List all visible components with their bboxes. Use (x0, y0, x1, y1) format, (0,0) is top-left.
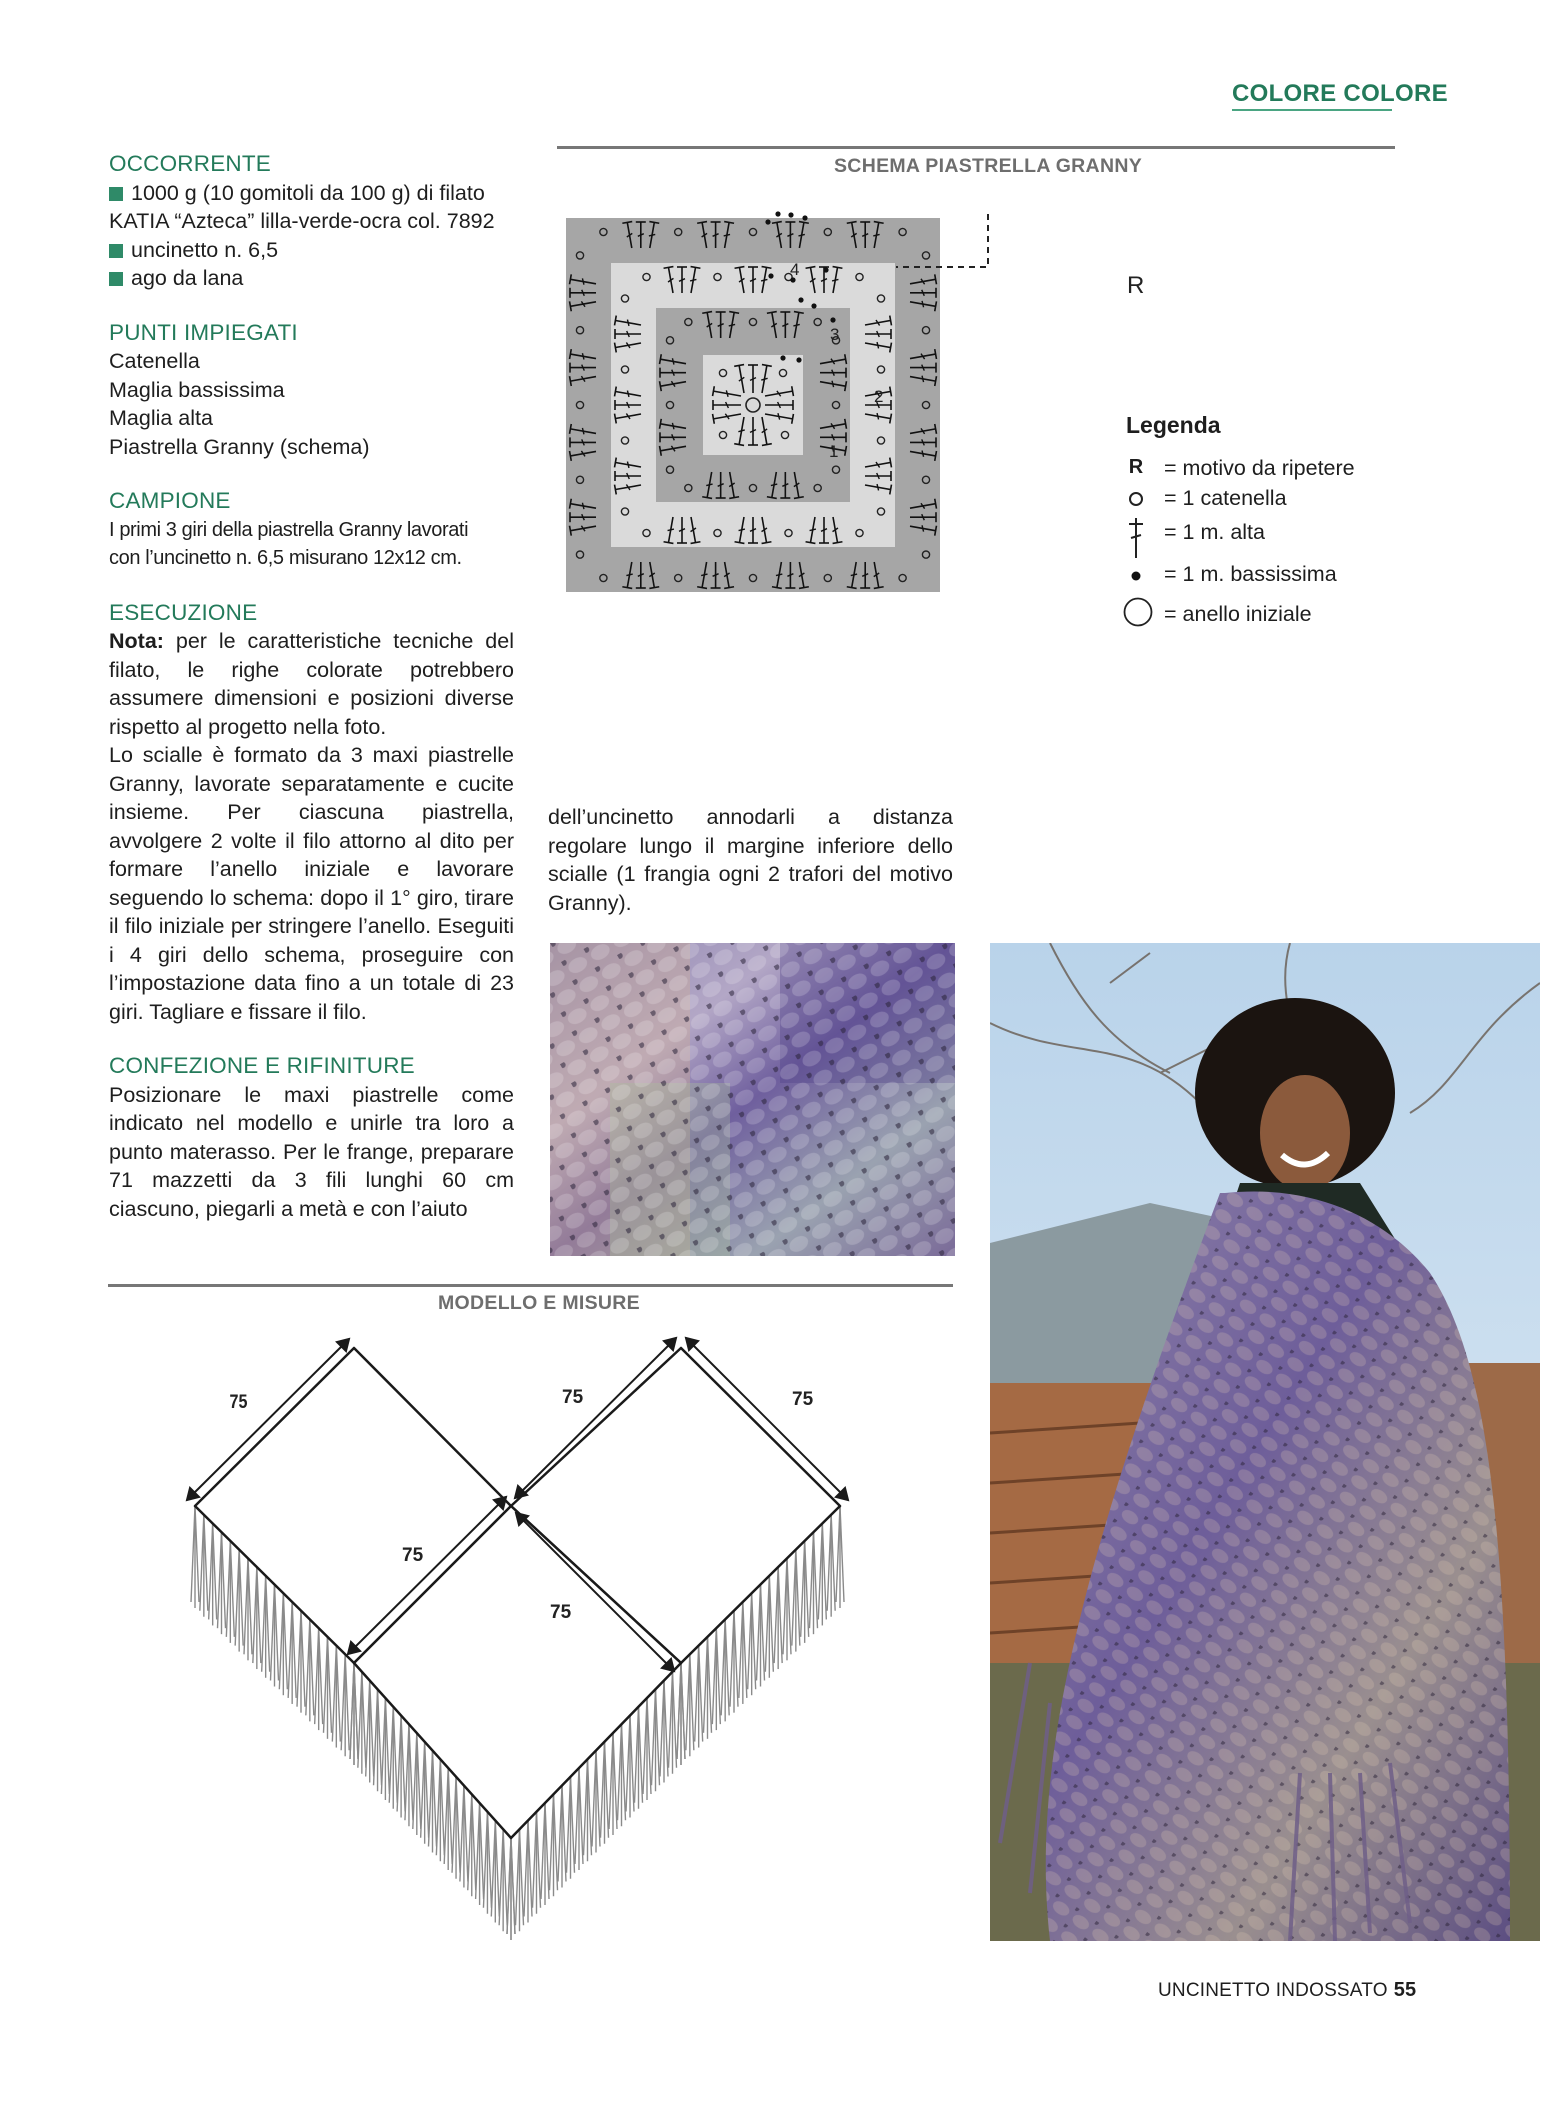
list-item: ago da lana (109, 264, 514, 293)
round-number: 1 (829, 442, 839, 461)
campione-text: I primi 3 giri della piastrella Granny lavorati (109, 518, 469, 541)
heading-campione: CAMPIONE (109, 488, 231, 513)
chain-icon (1126, 486, 1146, 516)
legend-title: Legenda (1126, 412, 1221, 438)
heading-occorrente: OCCORRENTE (109, 151, 272, 176)
yarn-detail-photo (550, 943, 955, 1256)
round-number: 2 (874, 387, 884, 406)
repeat-label: R (1127, 272, 1145, 299)
magic-ring-icon (1122, 596, 1142, 634)
list-item: Catenella (109, 349, 200, 373)
schema-title: SCHEMA PIASTRELLA GRANNY (834, 155, 1143, 177)
continuation-text: dell’uncinetto annodarli a distanza regolare lungo il margine inferiore dello scialle (1 frangia ogni 2 trafori del motivo Granny). (548, 805, 953, 915)
list-item: KATIA “Azteca” lilla-verde-ocra col. 7892 (109, 209, 495, 233)
esecuzione-text: Lo scialle è formato da 3 maxi piastrelle Granny, lavorate separatamente e cucite insieme. Per ciascuna piastrella, avvolgere 2 volte il filo attorno al dito per formare l’anello iniziale e lavorare seguendo lo schema: dopo il 1° giro, tirare il filo iniziale per stringere l’anello. Eseguiti i 4 giri dello schema, proseguire con l’impostazione data fino a un totale di 23 giri. Tagliare e fissare il filo. (109, 743, 514, 1024)
confezione-text: Posizionare le maxi piastrelle come indicato nel modello e unirle tra loro a punto materasso. Per le frange, preparare 71 mazzetti da 3 fili lunghi 60 cm ciascuno, piegarli a metà e con l’aiuto (109, 1082, 514, 1221)
repeat-symbol-icon: R (1128, 456, 1144, 478)
measure-label: 75 (562, 1387, 584, 1408)
schema-title-rule (557, 146, 1395, 149)
round-number: 3 (830, 325, 840, 344)
model-title-rule (108, 1284, 953, 1287)
heading-confezione: CONFEZIONE E RIFINITURE (109, 1053, 415, 1078)
list-item: 1000 g (10 gomitoli da 100 g) di filato (109, 179, 514, 208)
footer-label: UNCINETTO INDOSSATO (1158, 1980, 1388, 2001)
list-item: Maglia alta (109, 406, 213, 430)
campione-text: con l’uncinetto n. 6,5 misurano 12x12 cm. (109, 547, 462, 569)
left-column (109, 150, 514, 1223)
round-number: 4 (790, 260, 800, 279)
bullet-square-icon (109, 272, 123, 286)
section-tag-rule (1232, 109, 1392, 111)
page-footer (1158, 1979, 1416, 2002)
list-item: Maglia bassissima (109, 377, 285, 402)
granny-schema-diagram (556, 210, 1156, 730)
list-item: uncinetto n. 6,5 (109, 236, 514, 265)
list-item: Piastrella Granny (schema) (109, 434, 370, 459)
heading-esecuzione: ESECUZIONE (109, 599, 258, 625)
model-photo (990, 943, 1540, 1941)
nota-paragraph (109, 627, 514, 741)
section-tag: COLORE COLORE (1232, 80, 1448, 107)
measure-label: 75 (550, 1602, 572, 1623)
measure-label: 75 (402, 1545, 424, 1566)
measure-label: 75 (792, 1389, 814, 1410)
bullet-square-icon (109, 244, 123, 258)
page-number: 55 (1393, 1979, 1417, 2001)
shawl-model-diagram (170, 1330, 870, 1950)
double-crochet-icon (1126, 516, 1146, 566)
bullet-square-icon (109, 187, 123, 201)
slip-stitch-icon (1126, 562, 1146, 592)
legend: Legenda R = motivo da ripetere = 1 catenella = 1 m. alta = 1 m. bassissima = anello iniziale (1126, 412, 1221, 453)
model-title: MODELLO E MISURE (438, 1292, 640, 1314)
heading-punti: PUNTI IMPIEGATI (109, 319, 298, 345)
measure-label: 75 (229, 1390, 248, 1413)
nota-label: Nota: (109, 629, 164, 653)
nota-text: per le caratteristiche tecniche del filato, le righe colorate potrebbero assumere dimensioni e posizioni diverse rispetto al progetto nella foto. (109, 629, 514, 739)
